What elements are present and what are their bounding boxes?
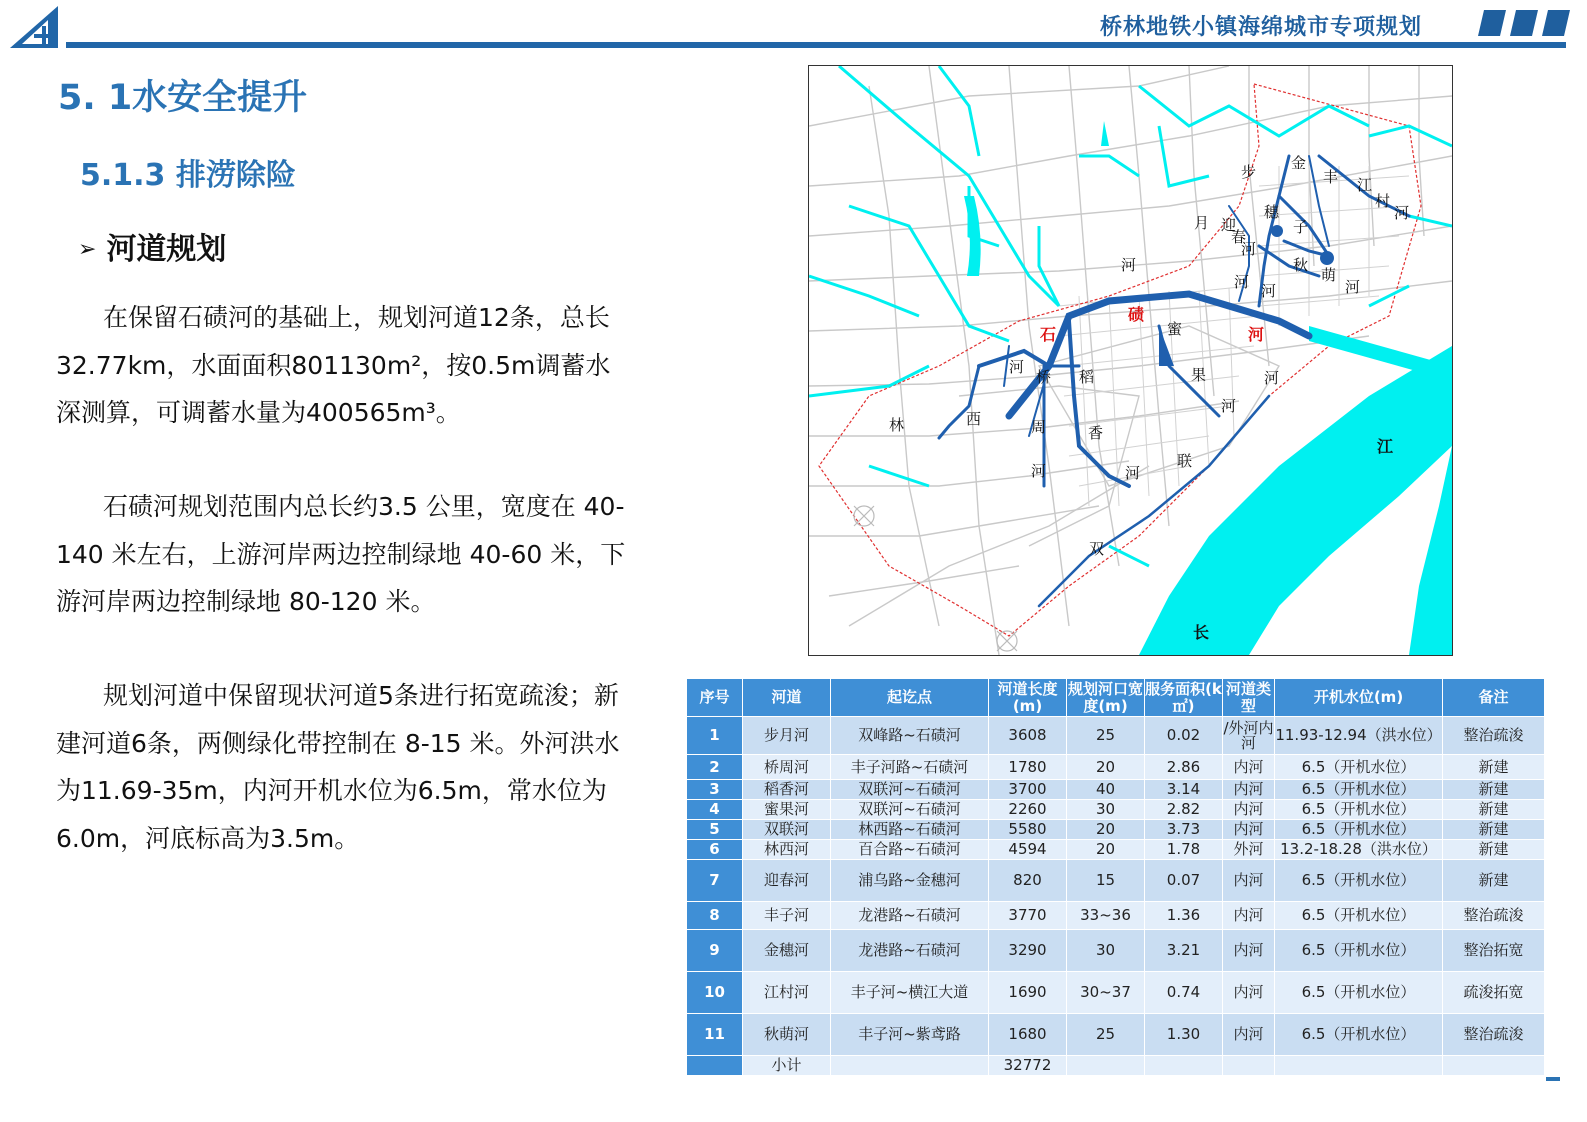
map-label: 月: [1194, 214, 1210, 232]
table-row: [687, 860, 1545, 902]
map-label: 金: [1291, 154, 1307, 172]
table-cell: 6.5（开机水位）: [1275, 755, 1443, 780]
table-cell: 9: [687, 930, 743, 972]
table-row: [687, 820, 1545, 840]
table-row: [687, 1014, 1545, 1056]
map-label-shiqi-2: 碛: [1128, 305, 1145, 324]
table-row: [687, 755, 1545, 780]
table-cell: 6.5（开机水位）: [1275, 800, 1443, 820]
map-label: 西: [966, 410, 982, 428]
table-cell: 25: [1067, 717, 1145, 755]
table-row: [687, 972, 1545, 1014]
table-cell: 0.74: [1145, 972, 1223, 1014]
table-cell: 桥周河: [743, 755, 831, 780]
header-divider: [66, 42, 1566, 48]
table-cell: 双峰路~石碛河: [831, 717, 989, 755]
table-cell: 新建: [1443, 780, 1545, 800]
table-cell: 32772: [989, 1056, 1067, 1076]
river-plan-map: [808, 65, 1453, 656]
table-cell: 秋萌河: [743, 1014, 831, 1056]
map-label: 河: [1009, 358, 1025, 376]
table-cell: 3700: [989, 780, 1067, 800]
table-cell: [831, 1056, 989, 1076]
table-cell: 1: [687, 717, 743, 755]
logo-icon: [8, 4, 64, 50]
table-cell: 3.21: [1145, 930, 1223, 972]
header-title: 桥林地铁小镇海绵城市专项规划: [1100, 15, 1423, 40]
table-cell: 5: [687, 820, 743, 840]
table-cell: 新建: [1443, 840, 1545, 860]
table-cell: 内河: [1223, 930, 1275, 972]
map-label: 河: [1031, 462, 1047, 480]
table-cell: 整治疏浚: [1443, 902, 1545, 930]
table-cell: 1.36: [1145, 902, 1223, 930]
table-cell: 3: [687, 780, 743, 800]
table-cell: 6.5（开机水位）: [1275, 972, 1443, 1014]
table-cell: 3.14: [1145, 780, 1223, 800]
map-drawing: [809, 66, 1452, 655]
map-label: 河: [1125, 464, 1141, 482]
table-cell: 金穗河: [743, 930, 831, 972]
paragraph-2: 石碛河规划范围内总长约3.5 公里，宽度在 40-140 米左右，上游河岸两边控制绿地 40-60 米，下游河岸两边控制绿地 80-120 米。: [56, 492, 626, 616]
table-row: [687, 717, 1545, 755]
table-row: [687, 902, 1545, 930]
map-label: 河: [1121, 256, 1137, 274]
table-cell: 40: [1067, 780, 1145, 800]
map-label: 步: [1241, 163, 1257, 181]
table-cell: 1680: [989, 1014, 1067, 1056]
table-header: 序号: [687, 679, 743, 717]
table-row: [687, 840, 1545, 860]
map-label: 迎: [1221, 216, 1237, 234]
section-title: 5. 1水安全提升: [58, 78, 308, 118]
table-row: [687, 780, 1545, 800]
table-cell: [1443, 1056, 1545, 1076]
table-cell: 新建: [1443, 800, 1545, 820]
map-label-chang: 长: [1193, 623, 1210, 642]
sub-title: 5.1.3 排涝除险: [80, 158, 296, 193]
table-cell: 2260: [989, 800, 1067, 820]
table-cell: 内河: [1223, 972, 1275, 1014]
table-cell: 2.86: [1145, 755, 1223, 780]
map-label: 春: [1231, 228, 1247, 246]
table-cell: 30: [1067, 930, 1145, 972]
table-cell: 820: [989, 860, 1067, 902]
map-label: 子: [1293, 218, 1309, 236]
table-cell: 内河: [1223, 1014, 1275, 1056]
table-cell: 双联河~石碛河: [831, 780, 989, 800]
table-cell: /外河内河: [1223, 717, 1275, 755]
table-cell: 20: [1067, 840, 1145, 860]
map-label: 周: [1031, 418, 1047, 436]
table-cell: 2: [687, 755, 743, 780]
map-label: 稻: [1079, 368, 1095, 386]
table-cell: 11.93-12.94（洪水位）: [1275, 717, 1443, 755]
table-cell: 3290: [989, 930, 1067, 972]
map-label: 萌: [1321, 266, 1337, 284]
map-label-shiqi-3: 河: [1248, 325, 1265, 344]
table-header: 河道: [743, 679, 831, 717]
table-cell: 25: [1067, 1014, 1145, 1056]
table-cell: 1.78: [1145, 840, 1223, 860]
map-label: 秋: [1293, 256, 1309, 274]
header-bars-icon: [1478, 10, 1578, 38]
table-cell: 新建: [1443, 755, 1545, 780]
table-cell: 8: [687, 902, 743, 930]
table-cell: 江村河: [743, 972, 831, 1014]
table-cell: 15: [1067, 860, 1145, 902]
map-label: 果: [1191, 366, 1207, 384]
table-cell: 外河: [1223, 840, 1275, 860]
map-label: 联: [1177, 452, 1193, 470]
table-cell: 疏浚拓宽: [1443, 972, 1545, 1014]
table-cell: 13.2-18.28（洪水位）: [1275, 840, 1443, 860]
map-label: 穗: [1264, 203, 1280, 221]
table-cell: 百合路~石碛河: [831, 840, 989, 860]
table-cell: [1067, 1056, 1145, 1076]
table-header: 河道类型: [1223, 679, 1275, 717]
table-cell: 丰子河~横江大道: [831, 972, 989, 1014]
table-cell: 0.02: [1145, 717, 1223, 755]
map-label: 河: [1394, 204, 1410, 222]
map-label: 江: [1357, 176, 1373, 194]
table-cell: 30~37: [1067, 972, 1145, 1014]
table-cell: 6.5（开机水位）: [1275, 902, 1443, 930]
map-label: 河: [1241, 240, 1257, 258]
map-label: 河: [1345, 278, 1361, 296]
table-cell: 3770: [989, 902, 1067, 930]
table-cell: 30: [1067, 800, 1145, 820]
map-label: 香: [1088, 424, 1104, 442]
map-label: 河: [1234, 273, 1250, 291]
map-label: 村: [1375, 192, 1391, 210]
table-cell: 6.5（开机水位）: [1275, 780, 1443, 800]
river-plan-table: [686, 678, 1545, 1076]
table-cell: 丰子河路~石碛河: [831, 755, 989, 780]
table-header: 服务面积(k㎡): [1145, 679, 1222, 715]
table-cell: 林西河: [743, 840, 831, 860]
item-title: [78, 224, 226, 268]
table-cell: [1145, 1056, 1223, 1076]
table-cell: 龙港路~石碛河: [831, 902, 989, 930]
table-cell: 小计: [743, 1056, 831, 1076]
paragraph-3: 规划河道中保留现状河道5条进行拓宽疏浚；新建河道6条，两侧绿化带控制在 8-15 米。外河洪水为11.69-35m，内河开机水位为6.5m，常水位为6.0m，河底标高为3.5m。: [56, 681, 620, 853]
table-cell: 6: [687, 840, 743, 860]
table-cell: 林西路~石碛河: [831, 820, 989, 840]
map-label-shiqi-1: 石: [1040, 325, 1057, 344]
map-label: 双: [1089, 540, 1105, 558]
table-subtotal-row: [687, 1056, 1545, 1076]
table-cell: 整治拓宽: [1443, 930, 1545, 972]
table-row: [687, 930, 1545, 972]
table-cell: 20: [1067, 755, 1145, 780]
table-cell: 浦乌路~金穗河: [831, 860, 989, 902]
map-label: 河: [1264, 369, 1280, 387]
map-label: 林: [889, 416, 905, 434]
map-label: 桥: [1036, 368, 1052, 386]
table-cell: 丰子河~紫鸢路: [831, 1014, 989, 1056]
table-header: 备注: [1443, 679, 1545, 717]
table-cell: 龙港路~石碛河: [831, 930, 989, 972]
table-cell: 内河: [1223, 755, 1275, 780]
table-cell: 1780: [989, 755, 1067, 780]
table-cell: 6.5（开机水位）: [1275, 820, 1443, 840]
table-header: 起讫点: [831, 679, 989, 717]
table-cell: 内河: [1223, 860, 1275, 902]
table-cell: 11: [687, 1014, 743, 1056]
table-cell: 1.30: [1145, 1014, 1223, 1056]
table-header: 规划河口宽度(m): [1067, 679, 1143, 715]
table-cell: 2.82: [1145, 800, 1223, 820]
table-cell: 整治疏浚: [1443, 717, 1545, 755]
table-header: 开机水位(m): [1275, 679, 1443, 717]
table-cell: 3.73: [1145, 820, 1223, 840]
map-label: 蜜: [1167, 320, 1183, 338]
table-cell: 7: [687, 860, 743, 902]
table-cell: 内河: [1223, 902, 1275, 930]
table-cell: 1690: [989, 972, 1067, 1014]
table-cell: 迎春河: [743, 860, 831, 902]
table-cell: 整治疏浚: [1443, 1014, 1545, 1056]
item-title-text: 河道规划: [106, 232, 227, 267]
table-cell: 内河: [1223, 800, 1275, 820]
map-label-jiang: 江: [1377, 437, 1394, 456]
arrow-bullet-icon: ➢: [78, 237, 97, 262]
table-cell: 新建: [1443, 820, 1545, 840]
table-cell: [1223, 1056, 1275, 1076]
table-cell: 4: [687, 800, 743, 820]
table-cell: 3608: [989, 717, 1067, 755]
paragraph-1: 在保留石碛河的基础上，规划河道12条，总长32.77km，水面面积801130m²，按0.5m调蓄水深测算，可调蓄水量为400565m³。: [56, 303, 611, 427]
table-cell: 新建: [1443, 860, 1545, 902]
page-corner-mark: [1546, 1077, 1560, 1081]
table-cell: 10: [687, 972, 743, 1014]
map-label: 丰: [1323, 168, 1339, 186]
table-cell: 内河: [1223, 780, 1275, 800]
map-label: 河: [1221, 397, 1237, 415]
table-cell: 稻香河: [743, 780, 831, 800]
table-cell: 双联河: [743, 820, 831, 840]
table-cell: 双联河~石碛河: [831, 800, 989, 820]
table-cell: [1275, 1056, 1443, 1076]
map-label: 河: [1261, 282, 1277, 300]
table-cell: 33~36: [1067, 902, 1145, 930]
table-cell: 6.5（开机水位）: [1275, 860, 1443, 902]
table-cell: 丰子河: [743, 902, 831, 930]
table-cell: 0.07: [1145, 860, 1223, 902]
table-cell: 20: [1067, 820, 1145, 840]
table-row: [687, 800, 1545, 820]
table-cell: 蜜果河: [743, 800, 831, 820]
table-cell: 5580: [989, 820, 1067, 840]
table-cell: 步月河: [743, 717, 831, 755]
table-cell: 内河: [1223, 820, 1275, 840]
table-cell: 6.5（开机水位）: [1275, 1014, 1443, 1056]
table-header: 河道长度(m): [989, 679, 1067, 717]
table-cell: [687, 1056, 743, 1076]
table-cell: 4594: [989, 840, 1067, 860]
table-cell: 6.5（开机水位）: [1275, 930, 1443, 972]
